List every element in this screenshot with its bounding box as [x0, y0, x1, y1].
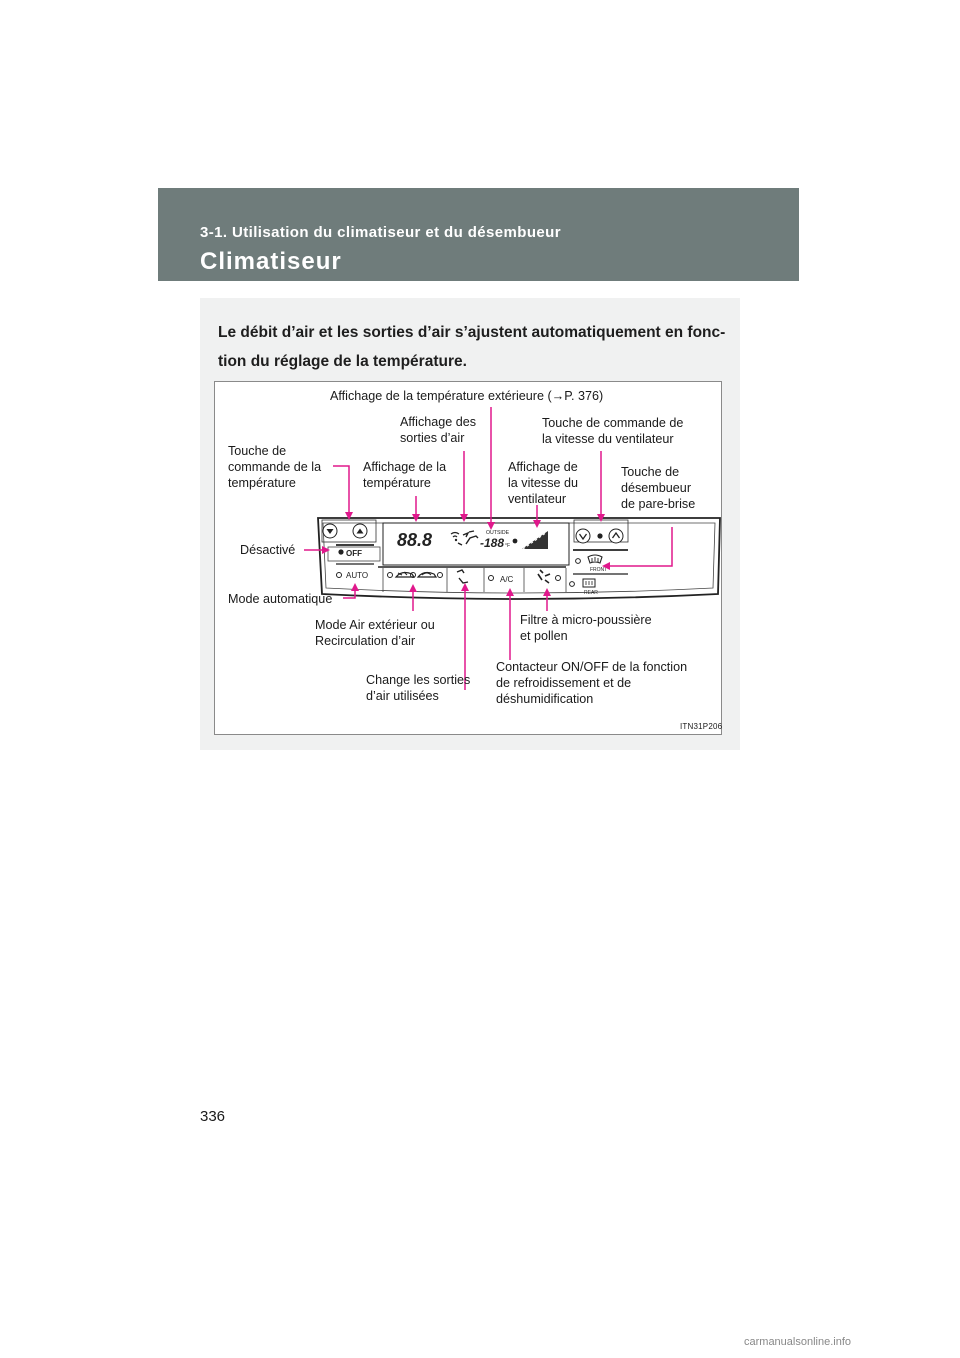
label-air-outlet-display: Affichage des sorties d’air	[400, 415, 477, 445]
label-outside-temp-display: Affichage de la température extérieure (→P. 376)	[330, 389, 604, 403]
fan-up-button	[609, 529, 623, 543]
temp-readout: 88.8	[397, 530, 433, 550]
fan-speed-icon	[513, 539, 518, 544]
label-off: Désactivé	[240, 543, 296, 557]
label-fan-speed-display: Affichage de la vitesse du ventilateur	[508, 460, 579, 506]
fan-icon	[597, 533, 602, 538]
outside-caption: OUTSIDE	[486, 530, 510, 536]
label-temp-control: Touche de commande de la température	[228, 444, 322, 490]
label-temp-display: Affichage de la température	[363, 460, 447, 490]
label-windshield-defogger: Touche de désembueur de pare-brise	[621, 465, 696, 511]
label-outlet-change: Change les sorties d’air utilisées	[366, 673, 471, 703]
page-title: Climatiseur	[200, 248, 342, 275]
fan-down-button	[576, 529, 590, 543]
ac-button-label: A/C	[500, 575, 514, 584]
section-subtitle: 3-1. Utilisation du climatiseur et du désembueur	[200, 224, 561, 241]
unit-label: °F	[505, 543, 511, 549]
intro-line-2: tion du réglage de la température.	[218, 353, 467, 370]
label-dust-filter: Filtre à micro-poussière et pollen	[520, 613, 652, 643]
watermark: carmanualsonline.info	[744, 1336, 852, 1348]
auto-button-label: AUTO	[346, 571, 369, 580]
off-button-label: OFF	[346, 549, 362, 558]
fan-icon	[338, 549, 343, 554]
outside-temp-readout: -188	[480, 536, 505, 550]
callout-temp-control	[333, 466, 349, 518]
label-ac-switch: Contacteur ON/OFF de la fonction de refroidissement et de déshumidification	[496, 660, 688, 706]
page-number: 336	[200, 1108, 226, 1125]
airflow-face-icon	[455, 539, 457, 541]
intro-line-1: Le débit d’air et les sorties d’air s’ajustent automatiquement en fonc-	[218, 324, 726, 341]
front-caption: FRONT	[590, 567, 608, 573]
label-fan-speed-control: Touche de commande de la vitesse du ventilateur	[542, 416, 684, 446]
label-auto-mode: Mode automatique	[228, 592, 333, 606]
figure-code: ITN31P206	[680, 722, 723, 731]
label-air-intake-mode: Mode Air extérieur ou Recirculation d’air	[315, 618, 435, 648]
rear-caption: REAR	[584, 590, 598, 596]
